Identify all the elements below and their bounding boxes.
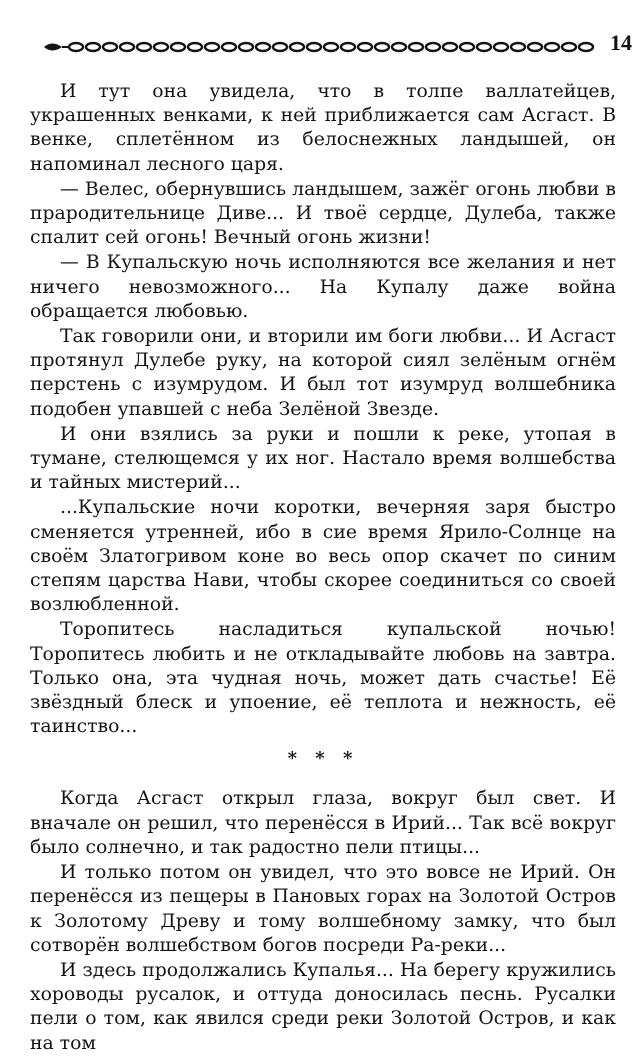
paragraph: — В Купальскую ночь исполняются все желания и нет ничего невозможного... На Купалу даже война обращается любовью. — [30, 252, 616, 322]
paragraph: Торопитесь насладиться купальской ночью! Торопитесь любить и не откладывайте любовь на завтра. Только она, эта чудная ночь, может дать счастье! Её звёздный блеск и упоение, её теплота и нежность, её таинство... — [30, 619, 616, 738]
paragraph: — Велес, обернувшись ландышем, зажёг огонь любви в прародительнице Диве... И твоё сердце, Дулеба, также спалит сей огонь! Вечный огонь жизни! — [30, 178, 616, 249]
page-header — [40, 30, 632, 64]
paragraph: И тут она увидела, что в толпе валлатейцев, украшенных венками, к ней приближается сам Асгаст. В венке, сплетённом из белоснежных ландышей, он напоминал лесного царя. — [30, 81, 616, 175]
text-block-b — [30, 787, 616, 1055]
page-body — [30, 80, 616, 1057]
text-block-a — [30, 80, 616, 739]
paragraph: И только потом он увидел, что это вовсе не Ирий. Он перенёсся из пещеры в Пановых горах на Золотой Остров к Золотому Древу и тому волшебному замку, что был сотворён волшебством богов посреди Ра-реки... — [30, 862, 616, 956]
page-number: 14 — [610, 30, 632, 55]
paragraph: Когда Асгаст открыл глаза, вокруг был свет. И вначале он решил, что перенёсся в Ирий... Так всё вокруг было солнечно, и так радостно пели птицы... — [30, 788, 616, 858]
ornament-border — [40, 38, 595, 56]
section-separator: * * * — [287, 748, 359, 770]
paragraph: И они взялись за руки и пошли к реке, утопая в тумане, стелющемся у их ног. Настало время волшебства и тайных мистерий... — [30, 423, 616, 494]
paragraph: ...Купальские ночи коротки, вечерняя заря быстро сменяется утренней, ибо в сие время Ярило-Солнце на своём Златогривом коне во весь опор скачет по синим степям царства Нави, чтобы скорее соединиться со своей возлюбленной. — [30, 497, 616, 616]
paragraph: И здесь продолжались Купалья... На берегу кружились хороводы русалок, и оттуда доносилась песнь. Русалки пели о том, как явился среди реки Золотой Остров, и как на том — [30, 959, 616, 1054]
paragraph: Так говорили они, и вторили им боги любви... И Асгаст протянул Дулебе руку, на которой сиял зелёным огнём перстень с изумрудом. И был тот изумруд волшебника подобен упавшей с неба Зелёной Звезде. — [30, 326, 616, 420]
